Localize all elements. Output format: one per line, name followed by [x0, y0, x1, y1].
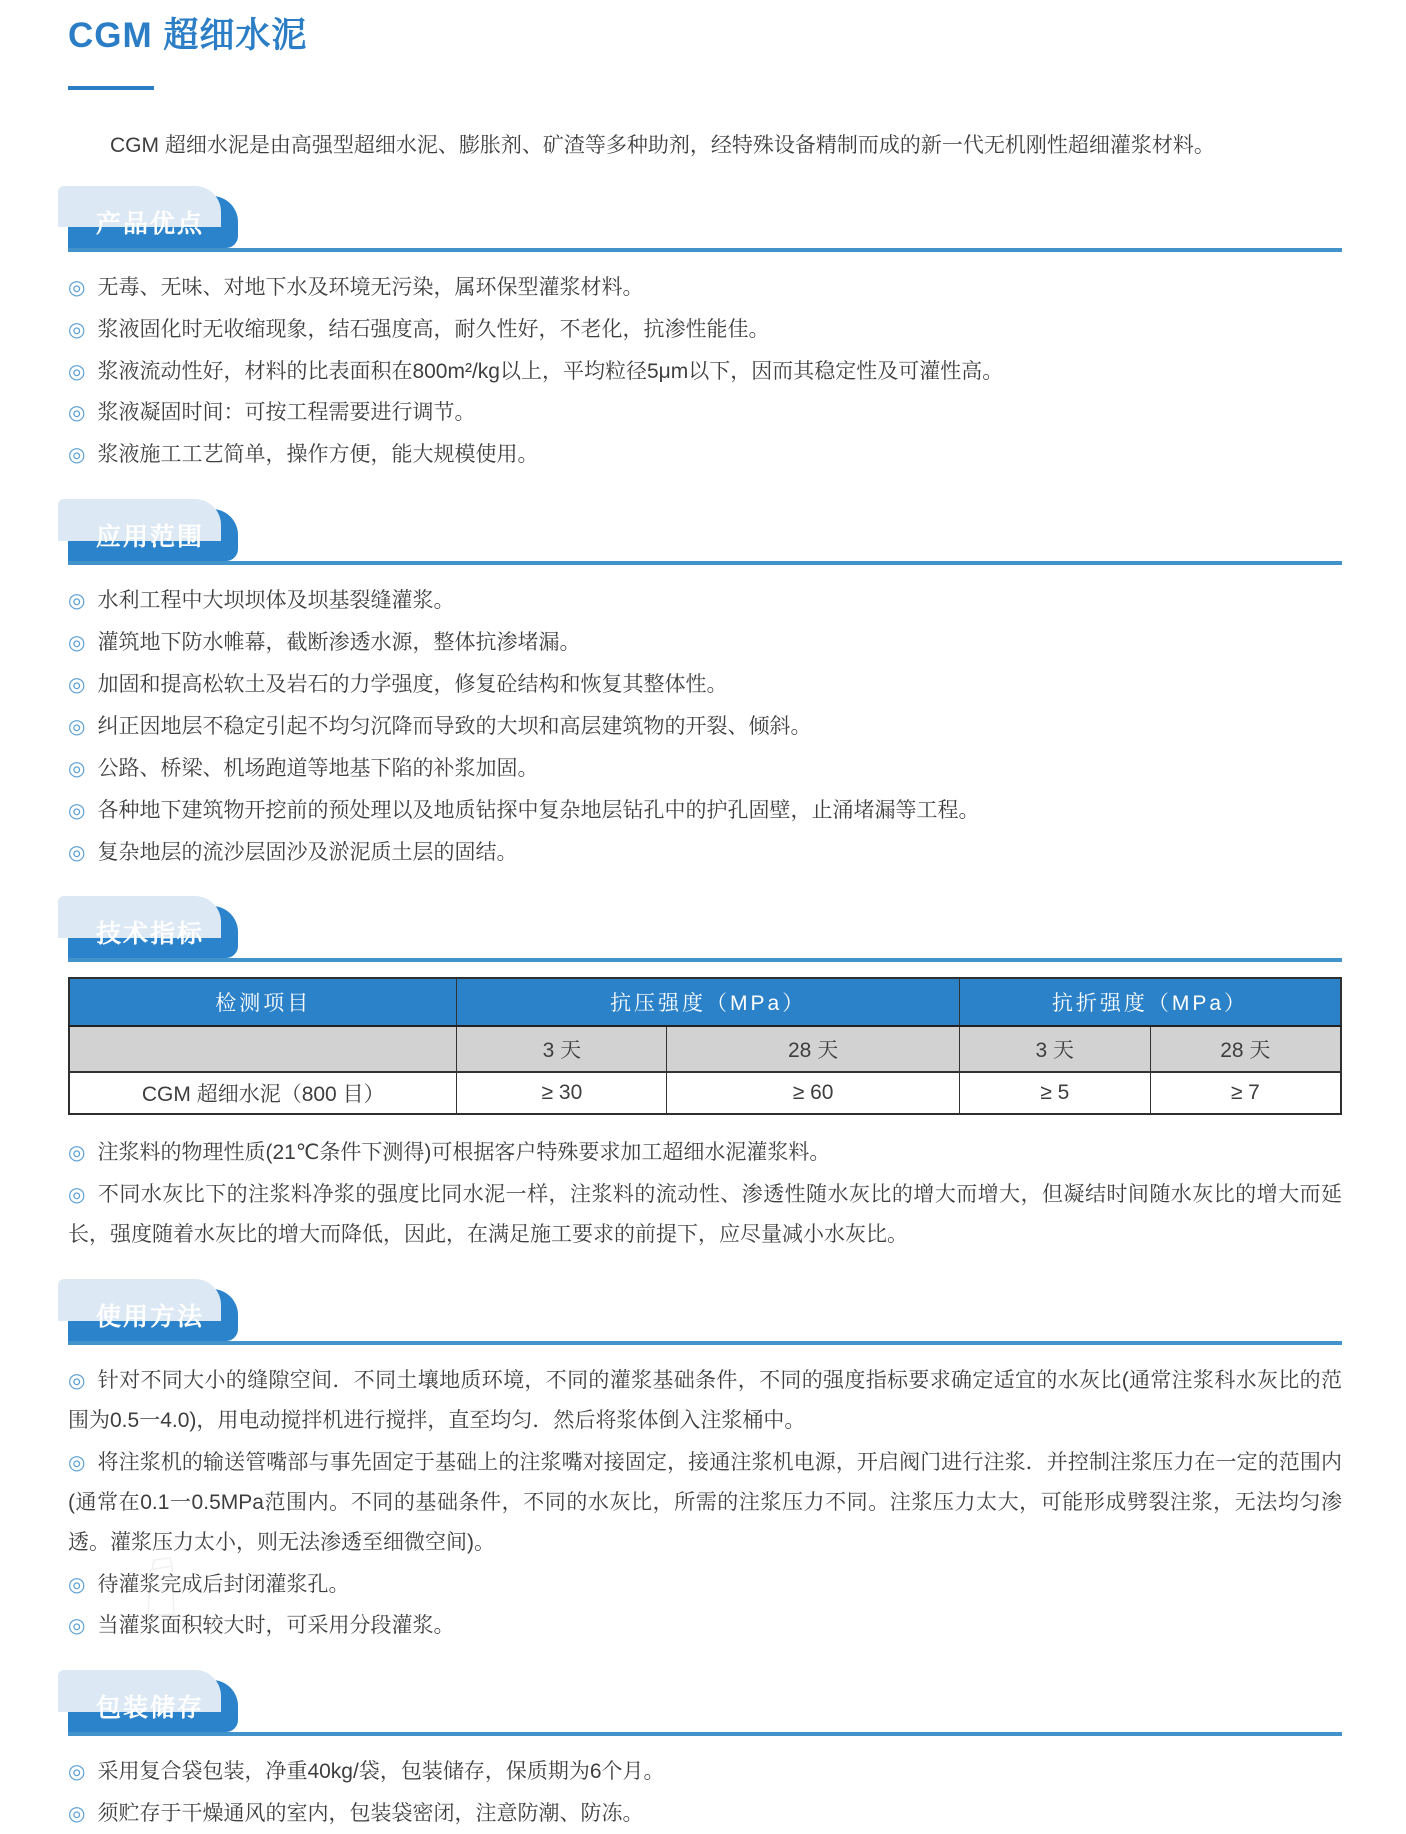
section-header-bar: [68, 196, 1342, 252]
bullet-item: [68, 1133, 1342, 1173]
table-cell-value: ≥ 60: [667, 1072, 960, 1114]
bullet-icon: ◎: [68, 444, 86, 467]
section-tab: [68, 906, 238, 958]
bullet-icon: ◎: [68, 1451, 86, 1474]
bullet-text: 公路、桥梁、机场跑道等地基下陷的补浆加固。: [97, 756, 539, 780]
section-tab: [68, 196, 238, 248]
bullet-item: [68, 1752, 1342, 1792]
table-subheader-cell: [69, 1026, 457, 1072]
table-cell-value: ≥ 5: [959, 1072, 1150, 1114]
table-header-cell: 抗压强度（MPa）: [457, 978, 959, 1026]
table-subheader-cell: 3 天: [457, 1026, 667, 1072]
section-packaging: [68, 1680, 1342, 1834]
section-header-bar: [68, 1680, 1342, 1736]
table-row: [69, 1072, 1341, 1114]
bullet-text: 无毒、无味、对地下水及环境无污染，属环保型灌浆材料。: [97, 275, 644, 299]
section-advantages: [68, 196, 1342, 475]
section-header-bar: [68, 509, 1342, 565]
bullet-icon: ◎: [68, 1615, 86, 1638]
bullet-text: 灌筑地下防水帷幕，截断渗透水源，整体抗渗堵漏。: [97, 631, 581, 655]
table-subheader-cell: 28 天: [1150, 1026, 1341, 1072]
bullet-item: [68, 352, 1342, 392]
bullet-text: 不同水灰比下的注浆料净浆的强度比同水泥一样，注浆料的流动性、渗透性随水灰比的增大而增大，但凝结时间随水灰比的增大而延长，强度随着水灰比的增大而降低，因此，在满足施工要求的前提下，应尽量减小水灰比。: [68, 1183, 1343, 1247]
bullet-icon: ◎: [68, 360, 86, 383]
bullet-text: 将注浆机的输送管嘴部与事先固定于基础上的注浆嘴对接固定，接通注浆机电源，开启阀门进行注浆．并控制注浆压力在一定的范围内(通常在0.1一0.5MPa范围内。不同的基础条件，不同的水灰比，所需的注浆压力不同。注浆压力太大，可能形成劈裂注浆，无法均匀渗透。灌浆压力太小，则无法渗透至细微空间)。: [68, 1450, 1342, 1554]
bullet-item: [68, 393, 1342, 433]
bullet-icon: ◎: [68, 1184, 86, 1207]
table-subheader-row: [69, 1026, 1341, 1072]
bullet-icon: ◎: [68, 402, 86, 425]
bullet-text: 各种地下建筑物开挖前的预处理以及地质钻探中复杂地层钻孔中的护孔固壁，止涌堵漏等工程。: [97, 798, 980, 822]
section-tab-label: 技术指标: [96, 920, 205, 949]
section-tab: [68, 509, 238, 561]
bullet-text: 针对不同大小的缝隙空间．不同土壤地质环境，不同的灌浆基础条件，不同的强度指标要求确定适宜的水灰比(通常注浆科水灰比的范围为0.5一4.0)，用电动搅拌机进行搅拌，直至均匀．然后将浆体倒入注浆桶中。: [68, 1369, 1343, 1432]
bullet-text: 采用复合袋包装，净重40kg/袋，包装储存，保质期为6个月。: [97, 1760, 665, 1784]
bullet-icon: ◎: [68, 841, 86, 864]
table-cell-value: ≥ 7: [1150, 1072, 1341, 1114]
section-tab-label: 应用范围: [96, 523, 205, 552]
table-header-cell: 检测项目: [69, 978, 457, 1026]
bullet-item: [68, 1794, 1342, 1834]
bullet-icon: ◎: [68, 757, 86, 780]
bullet-item: [68, 707, 1342, 747]
section-applications: [68, 509, 1342, 872]
bullet-item: [68, 1443, 1342, 1563]
technical-spec-table: [68, 977, 1342, 1115]
section-tab: [68, 1680, 238, 1732]
section-body: [68, 252, 1342, 475]
bullet-item: [68, 1175, 1342, 1255]
bullet-item: [68, 581, 1342, 621]
bullet-item: [68, 1361, 1342, 1441]
bullet-icon: ◎: [68, 1142, 86, 1165]
table-subheader-cell: 3 天: [959, 1026, 1150, 1072]
bullet-icon: ◎: [68, 715, 86, 738]
bullet-text: 注浆料的物理性质(21℃条件下测得)可根据客户特殊要求加工超细水泥灌浆料。: [97, 1141, 831, 1165]
bullet-text: 当灌浆面积较大时，可采用分段灌浆。: [97, 1614, 455, 1638]
technical-notes: [68, 1133, 1342, 1255]
section-tab-label: 产品优点: [96, 209, 205, 238]
section-technical: [68, 906, 1342, 1255]
bullet-text: 须贮存于干燥通风的室内，包装袋密闭，注意防潮、防冻。: [97, 1802, 644, 1826]
table-header-row: [69, 978, 1341, 1026]
bullet-item: [68, 833, 1342, 873]
bullet-text: 浆液施工工艺简单，操作方便，能大规模使用。: [97, 443, 539, 467]
intro-paragraph: CGM 超细水泥是由高强型超细水泥、膨胀剂、矿渣等多种助剂，经特殊设备精制而成的新一代无机刚性超细灌浆材料。: [110, 134, 1215, 158]
watermark-graphic: [128, 1556, 198, 1616]
bullet-item: [68, 1606, 1342, 1646]
section-tab-label: 使用方法: [96, 1303, 205, 1332]
bullet-icon: ◎: [68, 590, 86, 613]
bullet-item: [68, 623, 1342, 663]
bullet-item: [68, 791, 1342, 831]
section-header-bar: [68, 906, 1342, 962]
bullet-icon: ◎: [68, 1761, 86, 1784]
bullet-text: 浆液流动性好，材料的比表面积在800m²/kg以上，平均粒径5μm以下，因而其稳定性及可灌性高。: [97, 359, 1004, 383]
bullet-icon: ◎: [68, 1573, 86, 1596]
section-tab-label: 包装储存: [96, 1694, 205, 1723]
bullet-icon: ◎: [68, 276, 86, 299]
bullet-item: [68, 665, 1342, 705]
page-title: CGM 超细水泥: [68, 16, 308, 55]
section-usage: [68, 1289, 1342, 1646]
bullet-text: 待灌浆完成后封闭灌浆孔。: [97, 1572, 350, 1596]
bullet-text: 纠正因地层不稳定引起不均匀沉降而导致的大坝和高层建筑物的开裂、倾斜。: [97, 714, 812, 738]
section-body: [68, 1736, 1342, 1834]
bullet-text: 浆液固化时无收缩现象，结石强度高，耐久性好，不老化，抗渗性能佳。: [97, 317, 770, 341]
table-header-cell: 抗折强度（MPa）: [959, 978, 1341, 1026]
bullet-icon: ◎: [68, 673, 86, 696]
table-cell-product: CGM 超细水泥（800 目）: [69, 1072, 457, 1114]
section-header-bar: [68, 1289, 1342, 1345]
bullet-text: 水利工程中大坝坝体及坝基裂缝灌浆。: [97, 589, 455, 613]
bullet-icon: ◎: [68, 1803, 86, 1826]
section-body: [68, 1345, 1342, 1646]
bullet-icon: ◎: [68, 799, 86, 822]
bullet-icon: ◎: [68, 1370, 86, 1393]
bullet-item: [68, 268, 1342, 308]
title-underline-rule: [68, 86, 154, 90]
table-subheader-cell: 28 天: [667, 1026, 960, 1072]
section-body: [68, 565, 1342, 872]
bullet-text: 复杂地层的流沙层固沙及淤泥质土层的固结。: [97, 840, 518, 864]
section-tab: [68, 1289, 238, 1341]
table-cell-value: ≥ 30: [457, 1072, 667, 1114]
bullet-item: [68, 435, 1342, 475]
bullet-item: [68, 1565, 1342, 1605]
bullet-item: [68, 310, 1342, 350]
bullet-item: [68, 749, 1342, 789]
bullet-icon: ◎: [68, 632, 86, 655]
bullet-text: 浆液凝固时间：可按工程需要进行调节。: [97, 401, 476, 425]
bullet-icon: ◎: [68, 318, 86, 341]
bullet-text: 加固和提高松软土及岩石的力学强度，修复砼结构和恢复其整体性。: [97, 672, 728, 696]
